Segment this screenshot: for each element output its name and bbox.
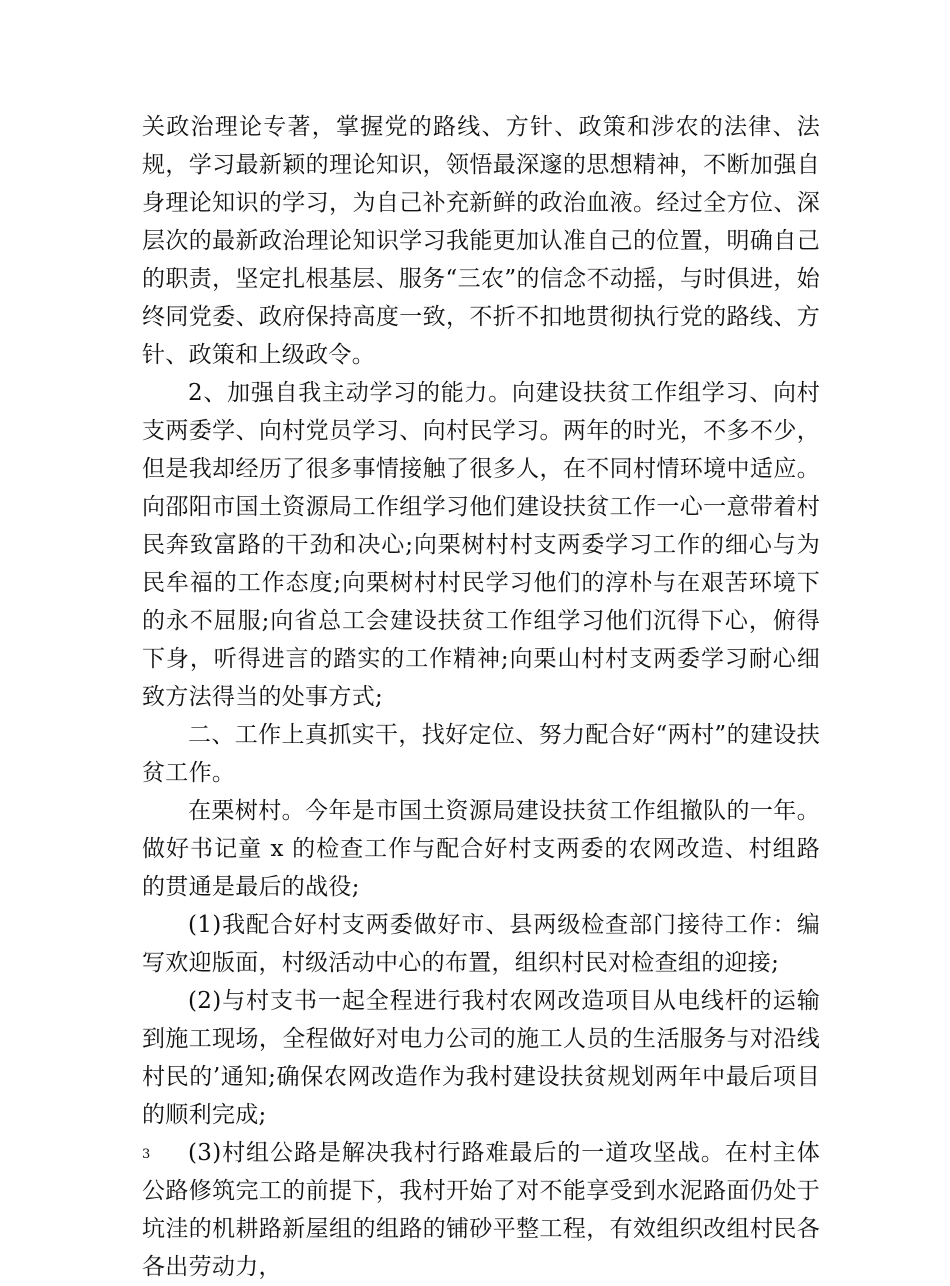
paragraph-1: 关政治理论专著，掌握党的路线、方针、政策和涉农的法律、法规，学习最新颖的理论知识，领悟最深邃的思想精神，不断加强自身理论知识的学习，为自己补充新鲜的政治血液。经过全方位、深层次的最新政治理论知识学习我能更加认准自己的位置，明确自己的职责，坚定扎根基层、服务“三农”的信念不动摇，与时俱进，始终同党委、政府保持高度一致，不折不扣地贯彻执行党的路线、方针、政策和上级政令。 <box>142 114 820 368</box>
paragraph-2: 2、加强自我主动学习的能力。向建设扶贫工作组学习、向村支两委学、向村党员学习、向村民学习。两年的时光，不多不少，但是我却经历了很多事情接触了很多人，在不同村情环境中适应。向邵阳市国土资源局工作组学习他们建设扶贫工作一心一意带着村民奔致富路的干劲和决心;向栗树村村支两委学习工作的细心与为民牟福的工作态度;向栗树村村民学习他们的淳朴与在艰苦环境下的永不屈服;向省总工会建设扶贫工作组学习他们沉得下心，俯得下身，听得进言的踏实的工作精神;向栗山村村支两委学习耐心细致方法得当的处事方式; <box>142 380 820 710</box>
list-item-2: (2)与村支书一起全程进行我村农网改造项目从电线杆的运输到施工现场，全程做好对电力公司的施工人员的生活服务与对沿线村民的’通知;确保农网改造作为我村建设扶贫规划两年中最后项目的顺利完成; <box>142 988 820 1128</box>
list-item-1: (1)我配合好村支两委做好市、县两级检查部门接待工作：编写欢迎版面，村级活动中心的布置，组织村民对检查组的迎接; <box>142 912 820 976</box>
body-text <box>142 108 820 1286</box>
paragraph-3: 在栗树村。今年是市国土资源局建设扶贫工作组撤队的一年。做好书记童 x 的检查工作与配合好村支两委的农网改造、村组路的贯通是最后的战役; <box>142 798 820 900</box>
list-item-3: (3)村组公路是解决我村行路难最后的一道攻坚战。在村主体公路修筑完工的前提下，我村开始了对不能享受到水泥路面仍处于坑洼的机耕路新屋组的组路的铺砂平整工程，有效组织改组村民各各出劳动力， <box>142 1140 820 1280</box>
page-number: 3 <box>142 1147 151 1162</box>
section-heading-2: 二、工作上真抓实干，找好定位、努力配合好“两村”的建设扶贫工作。 <box>142 722 820 786</box>
